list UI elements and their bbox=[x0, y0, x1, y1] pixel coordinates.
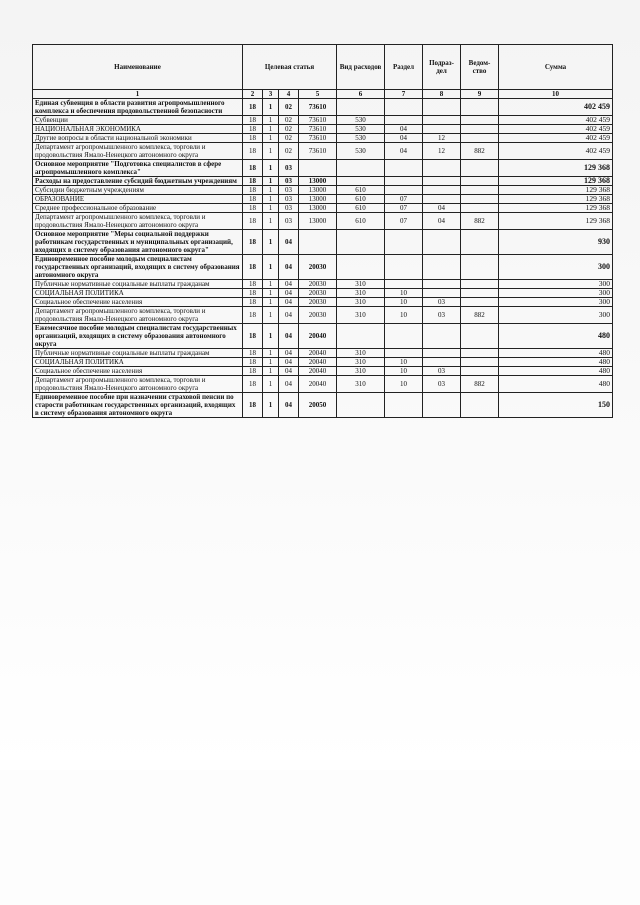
header-subsection: Подраз-дел bbox=[423, 45, 461, 90]
target-program: 18 bbox=[243, 298, 263, 307]
row-name: Расходы на предоставление субсидий бюджетным учреждениям bbox=[33, 177, 243, 186]
table-body bbox=[33, 99, 613, 418]
row-name: Социальное обеспечение населения bbox=[33, 367, 243, 376]
target-program: 18 bbox=[243, 349, 263, 358]
target-direction: 13000 bbox=[299, 195, 337, 204]
header-department: Ведом-ство bbox=[461, 45, 499, 90]
expense-type: 310 bbox=[337, 367, 385, 376]
target-program: 18 bbox=[243, 143, 263, 160]
row-name: Департамент агропромышленного комплекса, торговли и продовольствия Ямало-Ненецкого автономного округа bbox=[33, 307, 243, 324]
table-row bbox=[33, 125, 613, 134]
target-subprogram: 1 bbox=[263, 289, 279, 298]
target-direction: 13000 bbox=[299, 204, 337, 213]
target-program: 18 bbox=[243, 307, 263, 324]
target-event: 04 bbox=[279, 324, 299, 349]
table-row bbox=[33, 177, 613, 186]
expense-type: 610 bbox=[337, 204, 385, 213]
target-program: 18 bbox=[243, 99, 263, 116]
row-name: Ежемесячное пособие молодым специалистам государственных организаций, входящих в систему образования автономного округа bbox=[33, 324, 243, 349]
target-subprogram: 1 bbox=[263, 367, 279, 376]
row-sum: 402 459 bbox=[499, 116, 613, 125]
department bbox=[461, 289, 499, 298]
section bbox=[385, 186, 423, 195]
row-name: СОЦИАЛЬНАЯ ПОЛИТИКА bbox=[33, 358, 243, 367]
subsection: 12 bbox=[423, 143, 461, 160]
department bbox=[461, 125, 499, 134]
target-direction: 20030 bbox=[299, 298, 337, 307]
table-row bbox=[33, 195, 613, 204]
row-name: Субвенции bbox=[33, 116, 243, 125]
table-row bbox=[33, 134, 613, 143]
section bbox=[385, 255, 423, 280]
header-expense-type: Вид расходов bbox=[337, 45, 385, 90]
row-sum: 402 459 bbox=[499, 99, 613, 116]
target-program: 18 bbox=[243, 116, 263, 125]
department bbox=[461, 349, 499, 358]
target-subprogram: 1 bbox=[263, 393, 279, 418]
column-number: 10 bbox=[499, 90, 613, 99]
target-direction: 73610 bbox=[299, 134, 337, 143]
department bbox=[461, 324, 499, 349]
subsection: 03 bbox=[423, 298, 461, 307]
subsection bbox=[423, 160, 461, 177]
row-name: ОБРАЗОВАНИЕ bbox=[33, 195, 243, 204]
row-name: Среднее профессиональное образование bbox=[33, 204, 243, 213]
target-subprogram: 1 bbox=[263, 307, 279, 324]
section bbox=[385, 160, 423, 177]
section: 10 bbox=[385, 358, 423, 367]
table-row bbox=[33, 393, 613, 418]
target-event: 04 bbox=[279, 230, 299, 255]
department bbox=[461, 204, 499, 213]
target-direction: 73610 bbox=[299, 99, 337, 116]
target-event: 03 bbox=[279, 160, 299, 177]
row-name: Субсидии бюджетным учреждениям bbox=[33, 186, 243, 195]
row-name: Основное мероприятие "Подготовка специалистов в сфере агропромышленного комплекса" bbox=[33, 160, 243, 177]
department bbox=[461, 195, 499, 204]
subsection bbox=[423, 186, 461, 195]
expense-type bbox=[337, 255, 385, 280]
department bbox=[461, 367, 499, 376]
expense-type: 530 bbox=[337, 143, 385, 160]
row-name: Публичные нормативные социальные выплаты гражданам bbox=[33, 349, 243, 358]
target-subprogram: 1 bbox=[263, 116, 279, 125]
row-sum: 300 bbox=[499, 298, 613, 307]
target-subprogram: 1 bbox=[263, 125, 279, 134]
row-sum: 300 bbox=[499, 307, 613, 324]
department bbox=[461, 186, 499, 195]
target-direction: 20030 bbox=[299, 255, 337, 280]
expense-type: 310 bbox=[337, 289, 385, 298]
target-event: 02 bbox=[279, 134, 299, 143]
table-row bbox=[33, 307, 613, 324]
row-sum: 402 459 bbox=[499, 125, 613, 134]
row-sum: 150 bbox=[499, 393, 613, 418]
column-number: 9 bbox=[461, 90, 499, 99]
target-subprogram: 1 bbox=[263, 186, 279, 195]
subsection: 12 bbox=[423, 134, 461, 143]
header-target: Целевая статья bbox=[243, 45, 337, 90]
row-sum: 129 368 bbox=[499, 160, 613, 177]
target-subprogram: 1 bbox=[263, 230, 279, 255]
subsection bbox=[423, 99, 461, 116]
target-event: 04 bbox=[279, 307, 299, 324]
target-direction bbox=[299, 230, 337, 255]
expense-type: 610 bbox=[337, 186, 385, 195]
target-direction: 20040 bbox=[299, 358, 337, 367]
row-sum: 402 459 bbox=[499, 143, 613, 160]
target-event: 04 bbox=[279, 298, 299, 307]
row-sum: 480 bbox=[499, 358, 613, 367]
target-direction bbox=[299, 160, 337, 177]
row-name: НАЦИОНАЛЬНАЯ ЭКОНОМИКА bbox=[33, 125, 243, 134]
target-program: 18 bbox=[243, 358, 263, 367]
subsection bbox=[423, 125, 461, 134]
target-program: 18 bbox=[243, 255, 263, 280]
section: 07 bbox=[385, 195, 423, 204]
target-subprogram: 1 bbox=[263, 204, 279, 213]
target-subprogram: 1 bbox=[263, 195, 279, 204]
column-number: 7 bbox=[385, 90, 423, 99]
section: 07 bbox=[385, 213, 423, 230]
row-sum: 402 459 bbox=[499, 134, 613, 143]
target-event: 04 bbox=[279, 255, 299, 280]
table-row bbox=[33, 204, 613, 213]
target-subprogram: 1 bbox=[263, 376, 279, 393]
target-program: 18 bbox=[243, 393, 263, 418]
target-event: 03 bbox=[279, 204, 299, 213]
target-event: 04 bbox=[279, 367, 299, 376]
section bbox=[385, 116, 423, 125]
expense-type: 610 bbox=[337, 195, 385, 204]
target-subprogram: 1 bbox=[263, 280, 279, 289]
target-event: 02 bbox=[279, 116, 299, 125]
target-direction: 73610 bbox=[299, 116, 337, 125]
row-name: Департамент агропромышленного комплекса, торговли и продовольствия Ямало-Ненецкого автономного округа bbox=[33, 376, 243, 393]
row-sum: 480 bbox=[499, 367, 613, 376]
subsection bbox=[423, 349, 461, 358]
target-program: 18 bbox=[243, 230, 263, 255]
expense-type: 310 bbox=[337, 298, 385, 307]
header-row bbox=[33, 45, 613, 90]
target-program: 18 bbox=[243, 177, 263, 186]
target-direction: 13000 bbox=[299, 186, 337, 195]
target-direction: 20040 bbox=[299, 367, 337, 376]
target-program: 18 bbox=[243, 134, 263, 143]
expense-type bbox=[337, 160, 385, 177]
target-program: 18 bbox=[243, 195, 263, 204]
table-row bbox=[33, 324, 613, 349]
department bbox=[461, 358, 499, 367]
expense-type: 530 bbox=[337, 134, 385, 143]
target-direction: 20040 bbox=[299, 376, 337, 393]
expense-type: 310 bbox=[337, 376, 385, 393]
table-row bbox=[33, 376, 613, 393]
column-number: 8 bbox=[423, 90, 461, 99]
department bbox=[461, 393, 499, 418]
subsection bbox=[423, 116, 461, 125]
department: 882 bbox=[461, 143, 499, 160]
section bbox=[385, 177, 423, 186]
row-name: Основное мероприятие "Меры социальной поддержки работникам государственных и муниципальных организаций, входящих в систему образования автономного округа" bbox=[33, 230, 243, 255]
target-program: 18 bbox=[243, 186, 263, 195]
subsection: 04 bbox=[423, 213, 461, 230]
target-event: 03 bbox=[279, 186, 299, 195]
target-event: 03 bbox=[279, 177, 299, 186]
department bbox=[461, 160, 499, 177]
row-name: Департамент агропромышленного комплекса, торговли и продовольствия Ямало-Ненецкого автономного округа bbox=[33, 143, 243, 160]
table-row bbox=[33, 280, 613, 289]
target-direction: 20030 bbox=[299, 289, 337, 298]
target-program: 18 bbox=[243, 289, 263, 298]
row-sum: 129 368 bbox=[499, 195, 613, 204]
department: 882 bbox=[461, 376, 499, 393]
column-number: 4 bbox=[279, 90, 299, 99]
expense-type: 610 bbox=[337, 213, 385, 230]
subsection: 04 bbox=[423, 204, 461, 213]
row-name: Единовременное пособие при назначении страховой пенсии по старости работникам государственных организаций, входящих в систему образования автономного округа bbox=[33, 393, 243, 418]
subsection bbox=[423, 358, 461, 367]
department: 882 bbox=[461, 307, 499, 324]
row-sum: 129 368 bbox=[499, 177, 613, 186]
section bbox=[385, 99, 423, 116]
target-event: 04 bbox=[279, 289, 299, 298]
row-sum: 300 bbox=[499, 280, 613, 289]
subsection bbox=[423, 324, 461, 349]
target-subprogram: 1 bbox=[263, 255, 279, 280]
row-sum: 300 bbox=[499, 289, 613, 298]
section bbox=[385, 393, 423, 418]
expense-type: 310 bbox=[337, 307, 385, 324]
column-number: 5 bbox=[299, 90, 337, 99]
table-row bbox=[33, 230, 613, 255]
row-sum: 300 bbox=[499, 255, 613, 280]
target-subprogram: 1 bbox=[263, 160, 279, 177]
target-subprogram: 1 bbox=[263, 134, 279, 143]
table-row bbox=[33, 367, 613, 376]
subsection: 03 bbox=[423, 376, 461, 393]
table-row bbox=[33, 186, 613, 195]
target-subprogram: 1 bbox=[263, 358, 279, 367]
row-name: Единовременное пособие молодым специалистам государственных организаций, входящих в систему образования автономного округа bbox=[33, 255, 243, 280]
table-row bbox=[33, 298, 613, 307]
target-event: 02 bbox=[279, 143, 299, 160]
target-event: 02 bbox=[279, 125, 299, 134]
expense-type: 530 bbox=[337, 125, 385, 134]
section: 10 bbox=[385, 307, 423, 324]
target-program: 18 bbox=[243, 125, 263, 134]
department bbox=[461, 230, 499, 255]
target-event: 04 bbox=[279, 358, 299, 367]
expense-type bbox=[337, 230, 385, 255]
row-name: СОЦИАЛЬНАЯ ПОЛИТИКА bbox=[33, 289, 243, 298]
table-row bbox=[33, 213, 613, 230]
row-name: Единая субвенция в области развития агропромышленного комплекса и обеспечения продовольственной безопасности bbox=[33, 99, 243, 116]
table-row bbox=[33, 143, 613, 160]
department bbox=[461, 255, 499, 280]
target-subprogram: 1 bbox=[263, 177, 279, 186]
document-page bbox=[32, 44, 612, 418]
target-event: 03 bbox=[279, 213, 299, 230]
header-sum: Сумма bbox=[499, 45, 613, 90]
target-direction: 20040 bbox=[299, 324, 337, 349]
expense-type bbox=[337, 324, 385, 349]
subsection: 03 bbox=[423, 307, 461, 324]
target-direction: 20030 bbox=[299, 307, 337, 324]
section: 10 bbox=[385, 289, 423, 298]
row-name: Социальное обеспечение населения bbox=[33, 298, 243, 307]
target-direction: 20040 bbox=[299, 349, 337, 358]
department bbox=[461, 134, 499, 143]
target-program: 18 bbox=[243, 204, 263, 213]
target-direction: 73610 bbox=[299, 143, 337, 160]
section: 04 bbox=[385, 134, 423, 143]
department bbox=[461, 298, 499, 307]
row-name: Публичные нормативные социальные выплаты гражданам bbox=[33, 280, 243, 289]
target-subprogram: 1 bbox=[263, 298, 279, 307]
target-subprogram: 1 bbox=[263, 213, 279, 230]
expense-type: 530 bbox=[337, 116, 385, 125]
section bbox=[385, 230, 423, 255]
row-sum: 480 bbox=[499, 376, 613, 393]
target-subprogram: 1 bbox=[263, 143, 279, 160]
column-number-row bbox=[33, 90, 613, 99]
target-subprogram: 1 bbox=[263, 349, 279, 358]
section: 10 bbox=[385, 376, 423, 393]
target-event: 02 bbox=[279, 99, 299, 116]
subsection bbox=[423, 289, 461, 298]
table-row bbox=[33, 99, 613, 116]
expense-type: 310 bbox=[337, 280, 385, 289]
section: 10 bbox=[385, 367, 423, 376]
target-direction: 20030 bbox=[299, 280, 337, 289]
target-event: 04 bbox=[279, 376, 299, 393]
section bbox=[385, 280, 423, 289]
table-row bbox=[33, 255, 613, 280]
row-sum: 930 bbox=[499, 230, 613, 255]
row-name: Другие вопросы в области национальной экономики bbox=[33, 134, 243, 143]
row-sum: 129 368 bbox=[499, 204, 613, 213]
target-program: 18 bbox=[243, 280, 263, 289]
section: 07 bbox=[385, 204, 423, 213]
table-row bbox=[33, 358, 613, 367]
subsection bbox=[423, 393, 461, 418]
target-direction: 20050 bbox=[299, 393, 337, 418]
subsection bbox=[423, 177, 461, 186]
department bbox=[461, 280, 499, 289]
target-program: 18 bbox=[243, 160, 263, 177]
section bbox=[385, 324, 423, 349]
target-event: 03 bbox=[279, 195, 299, 204]
target-event: 04 bbox=[279, 280, 299, 289]
column-number: 3 bbox=[263, 90, 279, 99]
budget-table bbox=[32, 44, 613, 418]
section: 04 bbox=[385, 143, 423, 160]
department bbox=[461, 99, 499, 116]
target-program: 18 bbox=[243, 376, 263, 393]
department bbox=[461, 177, 499, 186]
row-sum: 129 368 bbox=[499, 213, 613, 230]
section: 04 bbox=[385, 125, 423, 134]
department bbox=[461, 116, 499, 125]
target-direction: 13000 bbox=[299, 177, 337, 186]
subsection: 03 bbox=[423, 367, 461, 376]
column-number: 6 bbox=[337, 90, 385, 99]
expense-type bbox=[337, 177, 385, 186]
target-program: 18 bbox=[243, 213, 263, 230]
target-subprogram: 1 bbox=[263, 324, 279, 349]
table-row bbox=[33, 116, 613, 125]
target-direction: 13000 bbox=[299, 213, 337, 230]
row-sum: 480 bbox=[499, 349, 613, 358]
expense-type: 310 bbox=[337, 349, 385, 358]
table-row bbox=[33, 289, 613, 298]
target-direction: 73610 bbox=[299, 125, 337, 134]
column-number: 2 bbox=[243, 90, 263, 99]
subsection bbox=[423, 280, 461, 289]
section: 10 bbox=[385, 298, 423, 307]
column-number: 1 bbox=[33, 90, 243, 99]
row-sum: 480 bbox=[499, 324, 613, 349]
target-program: 18 bbox=[243, 324, 263, 349]
table-row bbox=[33, 349, 613, 358]
subsection bbox=[423, 255, 461, 280]
subsection bbox=[423, 195, 461, 204]
expense-type bbox=[337, 99, 385, 116]
target-program: 18 bbox=[243, 367, 263, 376]
target-subprogram: 1 bbox=[263, 99, 279, 116]
header-section: Раздел bbox=[385, 45, 423, 90]
row-sum: 129 368 bbox=[499, 186, 613, 195]
section bbox=[385, 349, 423, 358]
expense-type bbox=[337, 393, 385, 418]
expense-type: 310 bbox=[337, 358, 385, 367]
target-event: 04 bbox=[279, 349, 299, 358]
header-name: Наименование bbox=[33, 45, 243, 90]
target-event: 04 bbox=[279, 393, 299, 418]
subsection bbox=[423, 230, 461, 255]
table-row bbox=[33, 160, 613, 177]
department: 882 bbox=[461, 213, 499, 230]
row-name: Департамент агропромышленного комплекса, торговли и продовольствия Ямало-Ненецкого автономного округа bbox=[33, 213, 243, 230]
